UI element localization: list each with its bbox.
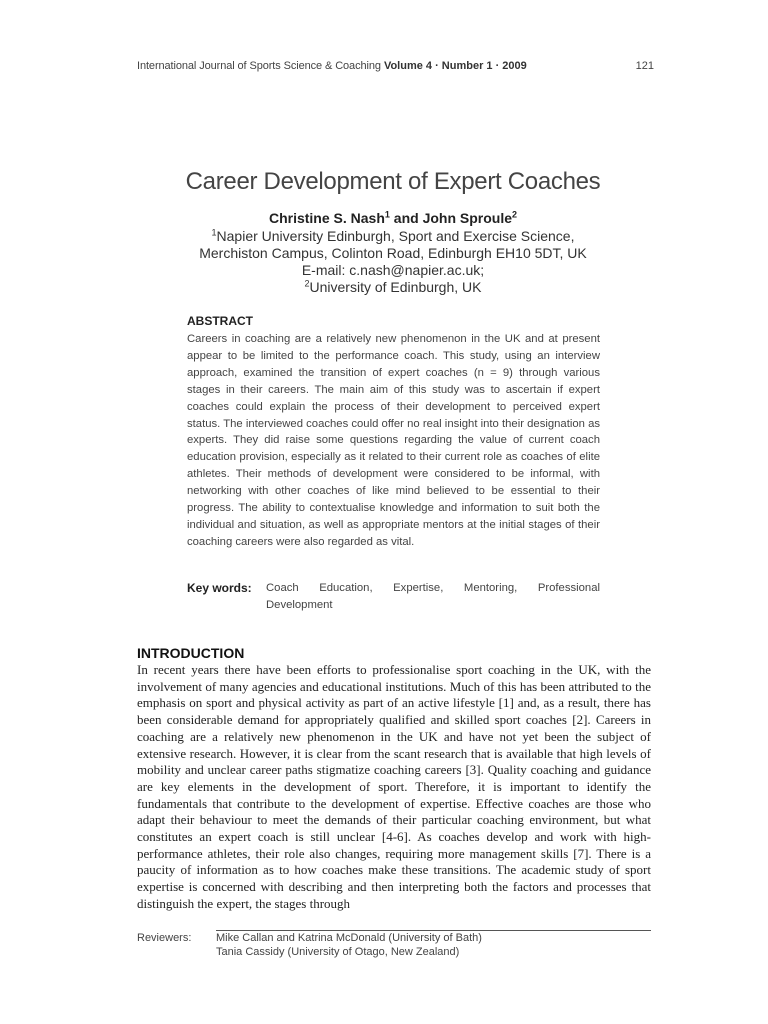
introduction-text: In recent years there have been efforts to professionalise sport coaching in the UK, with the involvement of many agencies and educational institutions. Much of this has been attributed to the emphasis on sport and physical activity as part of an active lifestyle [1] and, as a result, there has been considerable demand for appropriately qualified and skilled sport coaches [2]. Careers in coaching are a relatively new phenomenon in the UK and have not yet been the subject of extensive research. However, it is clear from the scant research that is available that high levels of mobility and unclear career paths stigmatize coaching careers [3]. Quality coaching and guidance are key elements in the development of sport. Therefore, it is important to identify the fundamentals that contribute to the development of expertise. Effective coaches are those who adapt their behaviour to meet the demands of their particular coaching environment, but what constitutes an expert coach is still unclear [4-6]. As coaches develop and work with high-performance athletes, their role also changes, requiring more management skills [7]. There is a paucity of information as to how coaches make these transitions. The academic study of sport expertise is concerned with describing and then interpreting both the factors and processes that distinguish the expert, the stages through — [137, 662, 651, 911]
reviewers-label: Reviewers: — [137, 932, 192, 944]
author-name: Christine S. Nash — [268, 210, 385, 226]
affiliation-line — [0, 279, 768, 295]
affiliation-text: Napier University Edinburgh, Sport and Exercise Science, — [216, 228, 575, 244]
author-name: John Sproule — [422, 210, 513, 226]
author-conjunction: and — [389, 210, 423, 226]
running-header — [137, 60, 654, 76]
volume-issue: Volume 4 · Number 1 · 2009 — [383, 60, 527, 72]
abstract-heading: ABSTRACT — [187, 314, 253, 328]
author-line — [0, 210, 768, 226]
keywords-text: Coach Education, Expertise, Mentoring, Professional Development — [266, 582, 600, 611]
footnote-divider — [216, 930, 651, 931]
section-heading-introduction: INTRODUCTION — [137, 645, 245, 661]
reviewer-line: Tania Cassidy (University of Otago, New Zealand) — [216, 946, 460, 958]
author-affiliation-marker: 1 — [384, 209, 390, 220]
affiliation-email: E-mail: c.nash@napier.ac.uk; — [301, 262, 485, 278]
journal-name: International Journal of Sports Science & Coaching — [137, 60, 381, 72]
affiliation-line — [0, 228, 768, 244]
page-number: 121 — [635, 60, 654, 72]
author-affiliation-marker: 2 — [512, 209, 518, 220]
keywords-label: Key words: — [187, 581, 252, 595]
affiliation-line: Merchiston Campus, Colinton Road, Edinburgh EH10 5DT, UK — [199, 245, 587, 261]
affiliation-marker: 2 — [304, 278, 310, 289]
reviewer-line: Mike Callan and Katrina McDonald (University of Bath) — [216, 932, 482, 944]
abstract-text: Careers in coaching are a relatively new phenomenon in the UK and at present appear to be limited to the performance coach. This study, using an interview approach, examined the transition of expert coaches (n = 9) through various stages in their careers. The main aim of this study was to ascertain if expert coaches could explain the process of their development to perceived expert status. The interviewed coaches could offer no real insight into their designation as experts. They did raise some questions regarding the value of current coach education provision, especially as it related to their current role as coaches of elite athletes. Their methods of development were considered to be informal, with networking with other coaches of like mind believed to be essential to their progress. The ability to contextualise knowledge and information to suit both the individual and situation, as well as appropriate mentors at the initial stages of their coaching careers were also regarded as vital. — [187, 333, 600, 548]
affiliation-text: University of Edinburgh, UK — [309, 279, 482, 295]
affiliation-marker: 1 — [211, 227, 217, 238]
paper-title: Career Development of Expert Coaches — [185, 168, 601, 195]
